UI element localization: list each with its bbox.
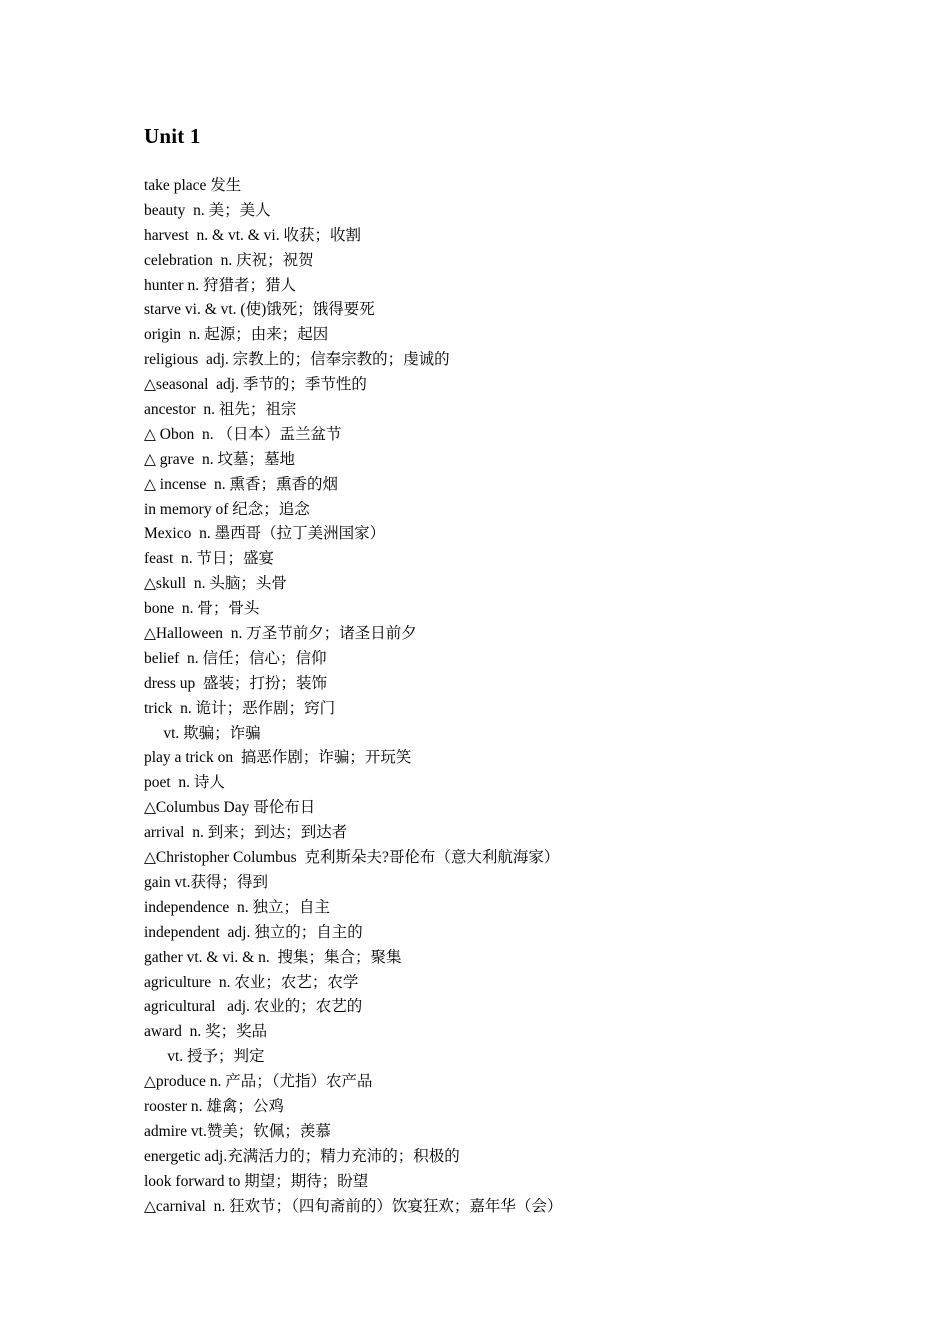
vocab-entry: feast n. 节日；盛宴 [144, 550, 275, 568]
document-page [144, 122, 904, 1219]
vocab-entry: independence n. 独立；自主 [144, 898, 330, 916]
vocab-entry: independent adj. 独立的；自主的 [144, 923, 363, 941]
vocab-entry: △carnival n. 狂欢节；（四旬斋前的）饮宴狂欢；嘉年华（会） [144, 1197, 563, 1215]
vocab-entry: hunter n. 狩猎者；猎人 [144, 276, 296, 294]
vocab-entry: in memory of 纪念；追念 [144, 500, 310, 518]
vocab-entry: vt. 欺骗；诈骗 [144, 724, 261, 742]
vocab-entry: belief n. 信任；信心；信仰 [144, 649, 327, 667]
vocab-entry: △seasonal adj. 季节的；季节性的 [144, 376, 367, 394]
vocab-entry: gather vt. & vi. & n. 搜集；集合；聚集 [144, 948, 402, 966]
vocab-entry: △Christopher Columbus 克利斯朵夫?哥伦布（意大利航海家） [144, 849, 560, 867]
vocab-entry: △ incense n. 熏香；熏香的烟 [144, 475, 339, 493]
vocab-entry: arrival n. 到来；到达；到达者 [144, 824, 348, 842]
vocab-entry: starve vi. & vt. (使)饿死；饿得要死 [144, 301, 375, 319]
vocab-entry: △Halloween n. 万圣节前夕；诸圣日前夕 [144, 625, 417, 643]
vocab-entry: △produce n. 产品；（尤指）农产品 [144, 1073, 373, 1091]
vocab-entry: poet n. 诗人 [144, 774, 225, 792]
vocab-entry: △ Obon n. （日本）盂兰盆节 [144, 425, 342, 443]
vocab-entry: gain vt.获得；得到 [144, 873, 268, 891]
vocab-entry: origin n. 起源；由来；起因 [144, 326, 329, 344]
vocab-entry: admire vt.赞美；钦佩；羡慕 [144, 1122, 331, 1140]
vocab-entry: △ grave n. 坟墓；墓地 [144, 450, 295, 468]
vocab-entry: beauty n. 美；美人 [144, 201, 271, 219]
vocab-entry: look forward to 期望；期待；盼望 [144, 1172, 369, 1190]
vocab-entry: △skull n. 头脑；头骨 [144, 575, 287, 593]
vocab-entry: play a trick on 搞恶作剧；诈骗；开玩笑 [144, 749, 412, 767]
vocab-entry: Mexico n. 墨西哥（拉丁美洲国家） [144, 525, 386, 543]
unit-title: Unit 1 [144, 124, 201, 148]
vocab-entry: agriculture n. 农业；农艺；农学 [144, 973, 359, 991]
vocab-entry: vt. 授予；判定 [144, 1048, 265, 1066]
vocab-entry: energetic adj.充满活力的；精力充沛的；积极的 [144, 1147, 460, 1165]
vocab-entry: dress up 盛装；打扮；装饰 [144, 674, 327, 692]
vocab-entry: celebration n. 庆祝；祝贺 [144, 251, 314, 269]
vocab-entry: take place 发生 [144, 177, 242, 194]
vocab-entry: harvest n. & vt. & vi. 收获；收割 [144, 226, 361, 244]
vocab-entry: agricultural adj. 农业的；农艺的 [144, 998, 363, 1016]
vocab-entry: ancestor n. 祖先；祖宗 [144, 401, 297, 419]
vocab-entry: award n. 奖；奖品 [144, 1023, 268, 1041]
vocab-entry: trick n. 诡计；恶作剧；窍门 [144, 699, 336, 717]
vocab-entry: religious adj. 宗教上的；信奉宗教的；虔诚的 [144, 351, 450, 369]
vocab-entry: bone n. 骨；骨头 [144, 600, 260, 618]
vocab-entry: △Columbus Day 哥伦布日 [144, 799, 316, 817]
vocab-entry: rooster n. 雄禽；公鸡 [144, 1097, 284, 1115]
vocabulary-list [144, 174, 904, 1219]
